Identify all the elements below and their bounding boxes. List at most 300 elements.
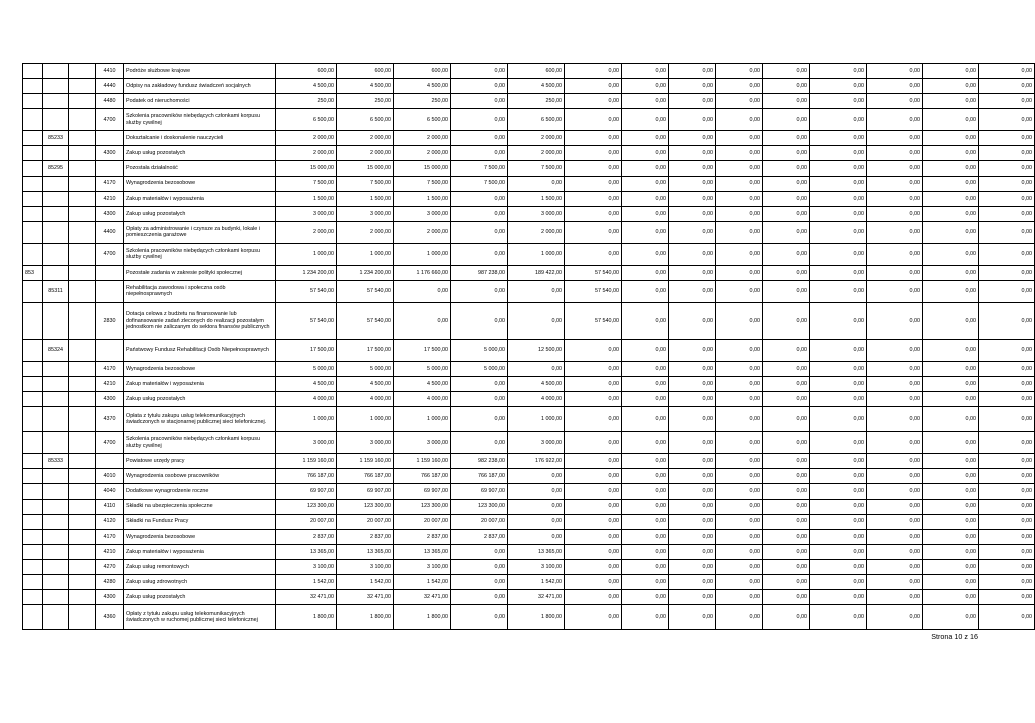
- amount-cell: 1 159 160,00: [276, 454, 337, 469]
- amount-cell: 0,00: [763, 146, 810, 161]
- amount-cell: 0,00: [716, 64, 763, 79]
- amount-cell: 0,00: [622, 176, 669, 191]
- dzial-cell: [23, 392, 43, 407]
- amount-cell: 57 540,00: [565, 265, 622, 280]
- amount-cell: 4 000,00: [394, 392, 451, 407]
- amount-cell: 0,00: [763, 407, 810, 432]
- amount-cell: 0,00: [451, 79, 508, 94]
- amount-cell: 189 422,00: [508, 265, 565, 280]
- amount-cell: 0,00: [622, 109, 669, 131]
- amount-cell: 1 500,00: [508, 191, 565, 206]
- amount-cell: 600,00: [394, 64, 451, 79]
- amount-cell: 1 159 160,00: [394, 454, 451, 469]
- amount-cell: 7 500,00: [394, 176, 451, 191]
- amount-cell: 0,00: [451, 407, 508, 432]
- amount-cell: 0,00: [716, 79, 763, 94]
- amount-cell: 0,00: [565, 206, 622, 221]
- amount-cell: 5 000,00: [451, 339, 508, 361]
- table-row: [23, 469, 1035, 484]
- dzial-cell: [23, 544, 43, 559]
- amount-cell: 0,00: [867, 302, 923, 339]
- amount-cell: 0,00: [622, 280, 669, 302]
- description-cell: Zakup usług pozostałych: [124, 590, 276, 605]
- amount-cell: 0,00: [565, 221, 622, 243]
- description-cell: Zakup materiałów i wyposażenia: [124, 377, 276, 392]
- amount-cell: 1 176 660,00: [394, 265, 451, 280]
- amount-cell: 0,00: [565, 146, 622, 161]
- amount-cell: 0,00: [979, 339, 1035, 361]
- amount-cell: 0,00: [867, 544, 923, 559]
- rozdzial-cell: [43, 221, 69, 243]
- amount-cell: 0,00: [716, 280, 763, 302]
- spacer-cell: [69, 559, 96, 574]
- amount-cell: 0,00: [979, 221, 1035, 243]
- dzial-cell: [23, 94, 43, 109]
- amount-cell: 20 007,00: [451, 514, 508, 529]
- amount-cell: 1 542,00: [508, 574, 565, 589]
- amount-cell: 0,00: [867, 94, 923, 109]
- paragraf-cell: [96, 265, 124, 280]
- paragraf-cell: 4300: [96, 206, 124, 221]
- paragraf-cell: 4370: [96, 407, 124, 432]
- amount-cell: 2 000,00: [337, 131, 394, 146]
- spacer-cell: [69, 161, 96, 176]
- amount-cell: 123 300,00: [451, 499, 508, 514]
- amount-cell: 0,00: [810, 484, 867, 499]
- amount-cell: 0,00: [451, 574, 508, 589]
- dzial-cell: [23, 574, 43, 589]
- spacer-cell: [69, 339, 96, 361]
- amount-cell: 0,00: [716, 206, 763, 221]
- amount-cell: 0,00: [810, 514, 867, 529]
- amount-cell: 0,00: [716, 544, 763, 559]
- description-cell: Szkolenia pracowników niebędących członkami korpusu służby cywilnej: [124, 432, 276, 454]
- table-row: [23, 94, 1035, 109]
- amount-cell: 0,00: [867, 454, 923, 469]
- amount-cell: 0,00: [979, 392, 1035, 407]
- page-number: Strona 10 z 16: [931, 632, 978, 641]
- description-cell: Podróże służbowe krajowe: [124, 64, 276, 79]
- amount-cell: 1 234 200,00: [337, 265, 394, 280]
- amount-cell: 0,00: [394, 302, 451, 339]
- amount-cell: 0,00: [622, 302, 669, 339]
- paragraf-cell: 4040: [96, 484, 124, 499]
- amount-cell: 0,00: [923, 469, 979, 484]
- amount-cell: 0,00: [622, 469, 669, 484]
- amount-cell: 0,00: [810, 265, 867, 280]
- amount-cell: 0,00: [669, 559, 716, 574]
- amount-cell: 0,00: [923, 146, 979, 161]
- amount-cell: 0,00: [763, 221, 810, 243]
- dzial-cell: [23, 432, 43, 454]
- rozdzial-cell: [43, 79, 69, 94]
- amount-cell: 0,00: [716, 302, 763, 339]
- amount-cell: 32 471,00: [394, 590, 451, 605]
- paragraf-cell: 4210: [96, 544, 124, 559]
- description-cell: Pozostałe zadania w zakresie polityki społecznej: [124, 265, 276, 280]
- dzial-cell: [23, 469, 43, 484]
- amount-cell: 0,00: [716, 109, 763, 131]
- amount-cell: 0,00: [810, 605, 867, 630]
- amount-cell: 766 187,00: [337, 469, 394, 484]
- amount-cell: 0,00: [867, 361, 923, 376]
- amount-cell: 0,00: [979, 361, 1035, 376]
- amount-cell: 6 500,00: [394, 109, 451, 131]
- amount-cell: 0,00: [923, 280, 979, 302]
- amount-cell: 0,00: [716, 94, 763, 109]
- amount-cell: 0,00: [716, 454, 763, 469]
- amount-cell: 20 007,00: [276, 514, 337, 529]
- amount-cell: 3 000,00: [508, 206, 565, 221]
- paragraf-cell: 4300: [96, 590, 124, 605]
- amount-cell: 0,00: [763, 191, 810, 206]
- amount-cell: 0,00: [669, 221, 716, 243]
- paragraf-cell: [96, 339, 124, 361]
- amount-cell: 3 000,00: [276, 432, 337, 454]
- amount-cell: 0,00: [923, 559, 979, 574]
- amount-cell: 0,00: [810, 339, 867, 361]
- amount-cell: 0,00: [669, 131, 716, 146]
- amount-cell: 0,00: [669, 454, 716, 469]
- amount-cell: 57 540,00: [565, 302, 622, 339]
- amount-cell: 0,00: [979, 131, 1035, 146]
- spacer-cell: [69, 146, 96, 161]
- description-cell: Pozostała działalność: [124, 161, 276, 176]
- amount-cell: 0,00: [867, 559, 923, 574]
- amount-cell: 0,00: [451, 605, 508, 630]
- amount-cell: 1 500,00: [394, 191, 451, 206]
- amount-cell: 3 000,00: [508, 432, 565, 454]
- amount-cell: 0,00: [622, 361, 669, 376]
- amount-cell: 0,00: [716, 243, 763, 265]
- rozdzial-cell: [43, 64, 69, 79]
- amount-cell: 0,00: [565, 454, 622, 469]
- description-cell: Składki na Fundusz Pracy: [124, 514, 276, 529]
- amount-cell: 0,00: [867, 280, 923, 302]
- table-row: [23, 109, 1035, 131]
- amount-cell: 1 000,00: [508, 243, 565, 265]
- amount-cell: 766 187,00: [276, 469, 337, 484]
- amount-cell: 0,00: [565, 243, 622, 265]
- amount-cell: 2 000,00: [508, 146, 565, 161]
- amount-cell: 0,00: [669, 574, 716, 589]
- spacer-cell: [69, 432, 96, 454]
- dzial-cell: [23, 280, 43, 302]
- amount-cell: 4 500,00: [337, 377, 394, 392]
- amount-cell: 0,00: [763, 432, 810, 454]
- description-cell: Zakup usług pozostałych: [124, 392, 276, 407]
- amount-cell: 250,00: [276, 94, 337, 109]
- amount-cell: 0,00: [716, 529, 763, 544]
- amount-cell: 0,00: [867, 176, 923, 191]
- amount-cell: 0,00: [669, 469, 716, 484]
- amount-cell: 2 000,00: [508, 221, 565, 243]
- amount-cell: 0,00: [979, 161, 1035, 176]
- dzial-cell: [23, 191, 43, 206]
- amount-cell: 0,00: [923, 221, 979, 243]
- paragraf-cell: 4300: [96, 392, 124, 407]
- table-row: [23, 280, 1035, 302]
- description-cell: Podatek od nieruchomości: [124, 94, 276, 109]
- rozdzial-cell: [43, 432, 69, 454]
- amount-cell: 4 000,00: [337, 392, 394, 407]
- amount-cell: 20 007,00: [337, 514, 394, 529]
- table-row: [23, 499, 1035, 514]
- spacer-cell: [69, 499, 96, 514]
- amount-cell: 0,00: [622, 590, 669, 605]
- paragraf-cell: [96, 161, 124, 176]
- amount-cell: 0,00: [979, 605, 1035, 630]
- dzial-cell: [23, 484, 43, 499]
- rozdzial-cell: [43, 484, 69, 499]
- spacer-cell: [69, 392, 96, 407]
- amount-cell: 0,00: [867, 574, 923, 589]
- description-cell: Wynagrodzenia bezosobowe: [124, 176, 276, 191]
- amount-cell: 0,00: [451, 131, 508, 146]
- amount-cell: 0,00: [565, 469, 622, 484]
- amount-cell: 0,00: [763, 243, 810, 265]
- table-row: [23, 176, 1035, 191]
- amount-cell: 987 238,00: [451, 265, 508, 280]
- amount-cell: 0,00: [565, 94, 622, 109]
- amount-cell: 1 000,00: [394, 243, 451, 265]
- paragraf-cell: 4400: [96, 221, 124, 243]
- amount-cell: 0,00: [669, 109, 716, 131]
- amount-cell: 0,00: [763, 302, 810, 339]
- amount-cell: 0,00: [763, 206, 810, 221]
- rozdzial-cell: [43, 407, 69, 432]
- amount-cell: 13 365,00: [276, 544, 337, 559]
- amount-cell: 0,00: [979, 206, 1035, 221]
- paragraf-cell: 4410: [96, 64, 124, 79]
- amount-cell: 766 187,00: [394, 469, 451, 484]
- amount-cell: 0,00: [810, 131, 867, 146]
- amount-cell: 0,00: [565, 361, 622, 376]
- table-row: [23, 131, 1035, 146]
- spacer-cell: [69, 265, 96, 280]
- amount-cell: 1 234 200,00: [276, 265, 337, 280]
- amount-cell: 0,00: [923, 605, 979, 630]
- amount-cell: 15 000,00: [337, 161, 394, 176]
- amount-cell: 0,00: [669, 339, 716, 361]
- table-row: [23, 64, 1035, 79]
- table-row: [23, 514, 1035, 529]
- table-row: [23, 574, 1035, 589]
- amount-cell: 0,00: [669, 529, 716, 544]
- amount-cell: 0,00: [810, 94, 867, 109]
- amount-cell: 0,00: [979, 377, 1035, 392]
- table-row: [23, 484, 1035, 499]
- amount-cell: 0,00: [810, 221, 867, 243]
- description-cell: Opłaty z tytułu zakupu usług telekomunikacyjnych świadczonych w ruchomej publicznej sieci telefonicznej: [124, 605, 276, 630]
- amount-cell: 0,00: [451, 243, 508, 265]
- paragraf-cell: [96, 454, 124, 469]
- spacer-cell: [69, 64, 96, 79]
- paragraf-cell: [96, 131, 124, 146]
- dzial-cell: [23, 206, 43, 221]
- description-cell: Dokształcanie i doskonalenie nauczycieli: [124, 131, 276, 146]
- table-row: [23, 432, 1035, 454]
- dzial-cell: [23, 221, 43, 243]
- amount-cell: 0,00: [810, 499, 867, 514]
- amount-cell: 0,00: [923, 392, 979, 407]
- amount-cell: 3 000,00: [276, 206, 337, 221]
- amount-cell: 0,00: [716, 361, 763, 376]
- amount-cell: 0,00: [622, 146, 669, 161]
- amount-cell: 0,00: [451, 392, 508, 407]
- rozdzial-cell: [43, 514, 69, 529]
- amount-cell: 0,00: [716, 339, 763, 361]
- amount-cell: 0,00: [867, 469, 923, 484]
- amount-cell: 0,00: [923, 454, 979, 469]
- amount-cell: 0,00: [979, 407, 1035, 432]
- amount-cell: 0,00: [867, 131, 923, 146]
- table-row: [23, 605, 1035, 630]
- description-cell: Wynagrodzenia bezosobowe: [124, 361, 276, 376]
- amount-cell: 0,00: [669, 484, 716, 499]
- rozdzial-cell: [43, 499, 69, 514]
- amount-cell: 0,00: [763, 544, 810, 559]
- amount-cell: 0,00: [867, 79, 923, 94]
- description-cell: Dodatkowe wynagrodzenie roczne: [124, 484, 276, 499]
- amount-cell: 0,00: [622, 221, 669, 243]
- table-row: [23, 339, 1035, 361]
- amount-cell: 0,00: [923, 514, 979, 529]
- amount-cell: 0,00: [716, 590, 763, 605]
- amount-cell: 2 837,00: [451, 529, 508, 544]
- amount-cell: 0,00: [508, 361, 565, 376]
- amount-cell: 0,00: [763, 529, 810, 544]
- amount-cell: 0,00: [508, 302, 565, 339]
- amount-cell: 0,00: [508, 514, 565, 529]
- dzial-cell: [23, 176, 43, 191]
- description-cell: Państwowy Fundusz Rehabilitacji Osób Niepełnosprawnych: [124, 339, 276, 361]
- paragraf-cell: 4170: [96, 361, 124, 376]
- amount-cell: 13 365,00: [337, 544, 394, 559]
- amount-cell: 0,00: [451, 64, 508, 79]
- spacer-cell: [69, 514, 96, 529]
- amount-cell: 0,00: [763, 361, 810, 376]
- rozdzial-cell: [43, 176, 69, 191]
- paragraf-cell: 4210: [96, 377, 124, 392]
- dzial-cell: [23, 559, 43, 574]
- rozdzial-cell: [43, 146, 69, 161]
- amount-cell: 0,00: [979, 514, 1035, 529]
- amount-cell: 4 500,00: [337, 79, 394, 94]
- amount-cell: 0,00: [622, 544, 669, 559]
- amount-cell: 0,00: [923, 79, 979, 94]
- amount-cell: 1 800,00: [276, 605, 337, 630]
- amount-cell: 0,00: [810, 559, 867, 574]
- rozdzial-cell: [43, 191, 69, 206]
- amount-cell: 0,00: [622, 432, 669, 454]
- amount-cell: 0,00: [867, 146, 923, 161]
- paragraf-cell: 2830: [96, 302, 124, 339]
- amount-cell: 0,00: [810, 529, 867, 544]
- dzial-cell: [23, 529, 43, 544]
- amount-cell: 0,00: [979, 499, 1035, 514]
- paragraf-cell: 4700: [96, 432, 124, 454]
- amount-cell: 32 471,00: [337, 590, 394, 605]
- rozdzial-cell: [43, 302, 69, 339]
- dzial-cell: [23, 339, 43, 361]
- amount-cell: 0,00: [622, 94, 669, 109]
- amount-cell: 0,00: [716, 574, 763, 589]
- amount-cell: 0,00: [867, 484, 923, 499]
- amount-cell: 600,00: [337, 64, 394, 79]
- amount-cell: 0,00: [565, 131, 622, 146]
- amount-cell: 0,00: [508, 529, 565, 544]
- amount-cell: 0,00: [451, 280, 508, 302]
- amount-cell: 0,00: [979, 265, 1035, 280]
- amount-cell: 0,00: [508, 484, 565, 499]
- amount-cell: 0,00: [923, 176, 979, 191]
- amount-cell: 0,00: [669, 407, 716, 432]
- amount-cell: 1 542,00: [394, 574, 451, 589]
- spacer-cell: [69, 94, 96, 109]
- amount-cell: 3 000,00: [394, 206, 451, 221]
- description-cell: Zakup usług zdrowotnych: [124, 574, 276, 589]
- amount-cell: 0,00: [451, 302, 508, 339]
- description-cell: Szkolenia pracowników niebędących członkami korpusu służby cywilnej: [124, 243, 276, 265]
- amount-cell: 5 000,00: [451, 361, 508, 376]
- amount-cell: 4 000,00: [508, 392, 565, 407]
- amount-cell: 0,00: [923, 574, 979, 589]
- description-cell: Rehabilitacja zawodowa i społeczna osób niepełnosprawnych: [124, 280, 276, 302]
- table-row: [23, 265, 1035, 280]
- paragraf-cell: 4300: [96, 146, 124, 161]
- table-row: [23, 221, 1035, 243]
- amount-cell: 0,00: [979, 574, 1035, 589]
- amount-cell: 2 000,00: [394, 221, 451, 243]
- amount-cell: 0,00: [810, 146, 867, 161]
- paragraf-cell: [96, 280, 124, 302]
- dzial-cell: [23, 79, 43, 94]
- dzial-cell: [23, 361, 43, 376]
- amount-cell: 0,00: [716, 191, 763, 206]
- amount-cell: 15 000,00: [394, 161, 451, 176]
- amount-cell: 0,00: [979, 146, 1035, 161]
- amount-cell: 0,00: [622, 605, 669, 630]
- amount-cell: 3 100,00: [394, 559, 451, 574]
- rozdzial-cell: [43, 559, 69, 574]
- amount-cell: 0,00: [451, 109, 508, 131]
- rozdzial-cell: [43, 265, 69, 280]
- amount-cell: 0,00: [810, 432, 867, 454]
- amount-cell: 0,00: [979, 432, 1035, 454]
- amount-cell: 0,00: [810, 544, 867, 559]
- amount-cell: 4 500,00: [508, 79, 565, 94]
- spacer-cell: [69, 454, 96, 469]
- amount-cell: 0,00: [979, 469, 1035, 484]
- dzial-cell: [23, 146, 43, 161]
- amount-cell: 1 000,00: [508, 407, 565, 432]
- amount-cell: 0,00: [923, 302, 979, 339]
- description-cell: Zakup usług pozostałych: [124, 206, 276, 221]
- spacer-cell: [69, 243, 96, 265]
- dzial-cell: [23, 514, 43, 529]
- amount-cell: 1 800,00: [508, 605, 565, 630]
- amount-cell: 0,00: [810, 361, 867, 376]
- amount-cell: 0,00: [451, 191, 508, 206]
- amount-cell: 1 159 160,00: [337, 454, 394, 469]
- rozdzial-cell: [43, 574, 69, 589]
- amount-cell: 0,00: [763, 514, 810, 529]
- amount-cell: 0,00: [763, 469, 810, 484]
- amount-cell: 0,00: [923, 432, 979, 454]
- amount-cell: 0,00: [810, 64, 867, 79]
- spacer-cell: [69, 280, 96, 302]
